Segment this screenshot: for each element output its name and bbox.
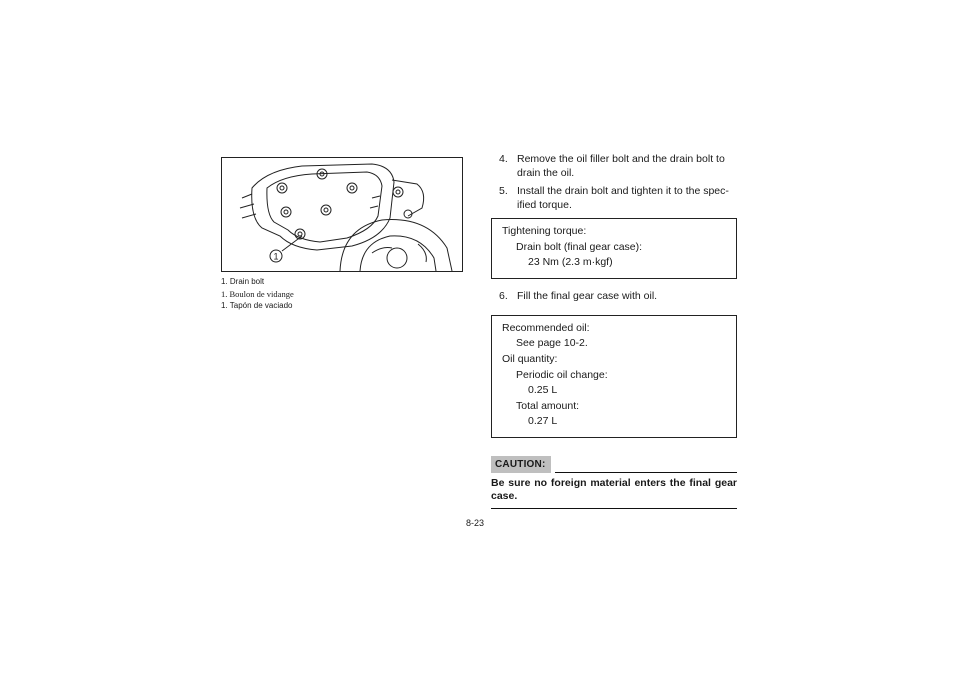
torque-value: 23 Nm (2.3 m·kgf) <box>528 256 613 269</box>
step-number: 4. <box>499 153 508 165</box>
step-number: 6. <box>499 289 508 302</box>
total-amount-label: Total amount: <box>516 399 580 412</box>
oil-quantity-heading: Oil quantity: <box>502 352 558 365</box>
caution-label: CAUTION: <box>491 456 551 473</box>
drain-bolt-illustration <box>221 157 463 272</box>
callout-number: 1 <box>273 251 279 262</box>
step-text: Remove the oil filler bolt and the drain bolt to drain the oil. <box>517 153 725 179</box>
caution-header <box>491 456 737 473</box>
final-gear-case-drawing <box>222 158 462 271</box>
caption-english: 1. Drain bolt <box>221 277 265 286</box>
instructions-column <box>491 152 737 509</box>
step-6 <box>491 289 737 303</box>
step-5 <box>491 184 737 212</box>
step-number: 5. <box>499 185 508 197</box>
torque-item: Drain bolt (final gear case): <box>516 240 643 253</box>
torque-heading: Tightening torque: <box>502 225 587 237</box>
caption-french: 1. Boulon de vidange <box>221 289 294 299</box>
periodic-change-label: Periodic oil change: <box>516 368 608 381</box>
step-4 <box>491 152 737 180</box>
oil-heading: Recommended oil: <box>502 321 590 334</box>
caption-spanish: 1. Tapón de vaciado <box>221 301 293 310</box>
oil-reference: See page 10-2. <box>516 337 588 350</box>
caution-rule <box>555 472 737 473</box>
page-number: 8-23 <box>466 518 485 528</box>
oil-spec-box <box>491 315 737 438</box>
step-text: Install the drain bolt and tighten it to the spec-ified torque. <box>517 185 729 211</box>
torque-spec-box <box>491 218 737 279</box>
caution-text: Be sure no foreign material enters the final gear case. <box>491 473 737 509</box>
total-amount-value: 0.27 L <box>528 415 558 428</box>
periodic-change-value: 0.25 L <box>528 384 558 397</box>
figure-captions <box>221 276 294 312</box>
step-text: Fill the final gear case with oil. <box>517 289 658 302</box>
